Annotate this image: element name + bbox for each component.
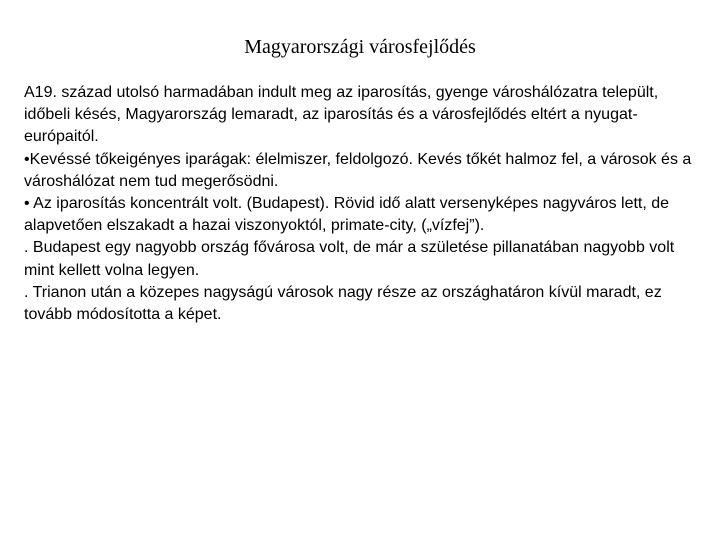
paragraph-intro: A19. század utolsó harmadában indult meg az iparosítás, gyenge városhálózatra települt, időbeli késés, Magyarország lemaradt, az iparosítás és a városfejlődés eltért a nyugat-európaitól.	[24, 84, 659, 146]
paragraph-concentration: • Az iparosítás koncentrált volt. (Budapest). Rövid idő alatt versenyképes nagyváros lett, de alapvetően elszakadt a hazai viszonyoktól, primate-city, („vízfej”).	[24, 195, 670, 235]
slide-title: Magyarországi városfejlődés	[244, 36, 476, 58]
paragraph-light-industry: •Kevéssé tőkeigényes iparágak: élelmiszer, feldolgozó. Kevés tőkét halmoz fel, a városok és a városhálózat nem tud megerősödni.	[24, 150, 692, 190]
slide-body	[24, 82, 696, 326]
paragraph-budapest-size: . Budapest egy nagyobb ország fővárosa volt, de már a születése pillanatában nagyobb volt mint kellett volna legyen.	[24, 239, 675, 279]
paragraph-trianon: . Trianon után a közepes nagyságú városok nagy része az országhatáron kívül maradt, ez tovább módosította a képet.	[24, 283, 662, 324]
